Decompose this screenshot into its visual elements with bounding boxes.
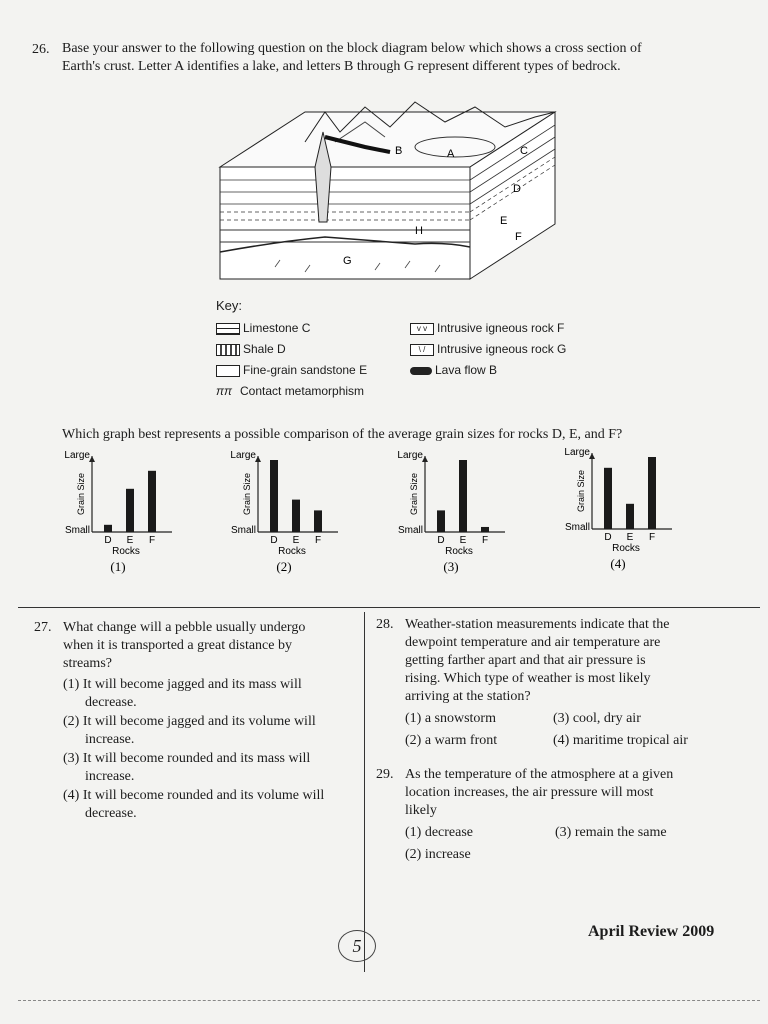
x-tick-f: F — [648, 532, 656, 543]
y-label-small: Small — [397, 525, 423, 536]
bar-f — [314, 510, 322, 532]
bar-d — [104, 525, 112, 532]
key-label-igneous-f: Intrusive igneous rock F — [437, 321, 565, 335]
question-27-choice-4[interactable] — [63, 787, 363, 823]
x-tick-d: D — [270, 535, 278, 546]
graph-3-svg — [395, 448, 525, 578]
graph-option-1[interactable] — [62, 448, 192, 578]
x-axis-title: Rocks — [112, 546, 140, 557]
key-label-igneous-g: Intrusive igneous rock G — [437, 342, 567, 356]
question-28-stem-line3: getting farther apart and that air pressure is — [405, 653, 646, 668]
question-27-stem-line3: streams? — [63, 656, 112, 671]
bar-e — [292, 500, 300, 532]
igneous-g-pattern-icon: \ / — [410, 344, 434, 356]
choice-1-line2: decrease. — [85, 695, 137, 710]
graph-option-2[interactable] — [228, 448, 358, 578]
question-26-intro-line1: Base your answer to the following question on the block diagram below which shows a cross section of — [62, 41, 642, 56]
x-tick-e: E — [626, 532, 634, 543]
question-28-choice-1[interactable]: (1) a snowstorm — [405, 711, 496, 726]
question-28-stem-line4: rising. Which type of weather is most likely — [405, 671, 651, 686]
diagram-letter-a: A — [447, 148, 455, 160]
diagram-letter-d: D — [513, 183, 521, 195]
question-26-number: 26. — [32, 42, 50, 57]
x-axis-title: Rocks — [612, 543, 640, 554]
y-axis-title: Grain Size — [409, 472, 419, 516]
question-29-stem-line2: location increases, the air pressure will most — [405, 785, 654, 800]
question-29-choice-1[interactable]: (1) decrease — [405, 825, 474, 840]
question-29-choice-3[interactable]: (3) remain the same — [555, 825, 667, 840]
diagram-letter-e: E — [500, 215, 508, 227]
x-tick-f: F — [148, 535, 156, 546]
question-28-choice-3[interactable]: (3) cool, dry air — [553, 711, 641, 726]
contact-metamorphism-pattern-icon: ππ — [216, 384, 233, 398]
key-item-limestone — [216, 321, 367, 342]
graph-option-3[interactable] — [395, 448, 525, 578]
block-diagram — [215, 92, 575, 292]
lava-flow-pattern-icon — [410, 367, 432, 375]
choice-2-line2: increase. — [85, 732, 135, 747]
bar-e — [126, 489, 134, 532]
diagram-letter-g: G — [343, 255, 352, 267]
graph-option-label: (4) — [610, 556, 626, 571]
question-26-prompt: Which graph best represents a possible comparison of the average grain sizes for rocks D, E, and F? — [62, 427, 623, 442]
question-27-choice-3[interactable] — [63, 750, 363, 786]
y-label-large: Large — [64, 450, 90, 461]
section-divider — [18, 607, 760, 608]
graph-option-label: (2) — [276, 559, 292, 574]
question-27-choice-2[interactable] — [63, 713, 363, 749]
y-label-small: Small — [64, 525, 90, 536]
x-tick-d: D — [437, 535, 445, 546]
page-number: 5 — [338, 930, 376, 962]
key-item-contact-metamorphism — [216, 384, 367, 405]
key-label-limestone: Limestone C — [243, 321, 311, 335]
choice-1-line1: (1) It will become jagged and its mass will — [63, 677, 302, 692]
diagram-letter-f: F — [515, 231, 522, 243]
y-label-large: Large — [397, 450, 423, 461]
graph-2-svg — [228, 448, 358, 578]
question-28-choice-2[interactable]: (2) a warm front — [405, 733, 498, 748]
diagram-letter-b: B — [395, 145, 403, 157]
y-label-small: Small — [230, 525, 256, 536]
bar-d — [437, 510, 445, 532]
x-tick-d: D — [104, 535, 112, 546]
question-29-stem-line3: likely — [405, 803, 437, 818]
bar-f — [148, 471, 156, 532]
key-label-sandstone: Fine-grain sandstone E — [243, 363, 368, 377]
choice-3-line1: (3) It will become rounded and its mass will — [63, 751, 311, 766]
graph-4-svg — [562, 445, 692, 575]
question-28-number: 28. — [376, 617, 394, 632]
limestone-pattern-icon — [216, 323, 240, 335]
question-29-stem-line1: As the temperature of the atmosphere at a given — [405, 767, 674, 782]
graph-1-svg — [62, 448, 192, 578]
block-diagram-svg — [215, 92, 575, 292]
y-label-large: Large — [564, 447, 590, 458]
question-27-stem — [63, 619, 358, 673]
graph-option-4[interactable] — [562, 445, 692, 575]
question-27-choice-1[interactable] — [63, 676, 363, 712]
graph-option-label: (3) — [443, 559, 459, 574]
key-label-shale: Shale D — [243, 342, 286, 356]
bar-f — [481, 527, 489, 532]
x-axis-title: Rocks — [278, 546, 306, 557]
shale-pattern-icon — [216, 344, 240, 356]
choice-4-line1: (4) It will become rounded and its volume will — [63, 788, 325, 803]
question-26-intro-line2: Earth's crust. Letter A identifies a lake, and letters B through G represent different types of bedrock. — [62, 59, 621, 74]
x-axis-title: Rocks — [445, 546, 473, 557]
y-axis-title: Grain Size — [242, 472, 252, 516]
igneous-f-pattern-icon: v v — [410, 323, 434, 335]
key-item-lava-flow — [410, 363, 566, 384]
diagram-letter-c: C — [520, 145, 528, 157]
choice-2-line1: (2) It will become jagged and its volume will — [63, 714, 316, 729]
question-28-stem — [405, 616, 745, 706]
y-label-large: Large — [230, 450, 256, 461]
x-tick-e: E — [459, 535, 467, 546]
bottom-rule — [18, 1000, 760, 1001]
key-left-column — [216, 321, 367, 405]
bar-e — [459, 460, 467, 532]
key-title: Key: — [216, 298, 243, 313]
sandstone-pattern-icon — [216, 365, 240, 377]
key-item-igneous-g — [410, 342, 566, 363]
question-28-choice-4[interactable]: (4) maritime tropical air — [553, 733, 688, 748]
question-28-stem-line5: arriving at the station? — [405, 689, 531, 704]
key-right-column — [410, 321, 566, 384]
question-29-stem — [405, 766, 745, 820]
question-29-number: 29. — [376, 767, 394, 782]
question-27-choices — [63, 676, 363, 823]
question-26-intro — [62, 40, 742, 76]
bar-f — [648, 457, 656, 529]
question-28-stem-line1: Weather-station measurements indicate that the — [405, 617, 670, 632]
footer-title: April Review 2009 — [588, 923, 715, 940]
question-29-choice-2[interactable]: (2) increase — [405, 847, 471, 862]
column-divider — [364, 612, 365, 972]
key-label-lava-flow: Lava flow B — [435, 363, 498, 377]
key-item-igneous-f — [410, 321, 566, 342]
x-tick-d: D — [604, 532, 612, 543]
question-28-stem-line2: dewpoint temperature and air temperature are — [405, 635, 661, 650]
choice-3-line2: increase. — [85, 769, 135, 784]
question-27-stem-line1: What change will a pebble usually undergo — [63, 620, 306, 635]
key-item-sandstone — [216, 363, 367, 384]
x-tick-e: E — [126, 535, 134, 546]
bar-e — [626, 504, 634, 529]
choice-4-line2: decrease. — [85, 806, 137, 821]
y-label-small: Small — [564, 522, 590, 533]
bar-d — [270, 460, 278, 532]
bar-d — [604, 468, 612, 529]
question-27-number: 27. — [34, 620, 52, 635]
x-tick-f: F — [314, 535, 322, 546]
key-label-contact-metamorphism: Contact metamorphism — [240, 384, 365, 398]
x-tick-e: E — [292, 535, 300, 546]
y-axis-title: Grain Size — [576, 469, 586, 513]
key-item-shale — [216, 342, 367, 363]
graph-option-label: (1) — [110, 559, 126, 574]
diagram-letter-h: H — [415, 225, 423, 237]
x-tick-f: F — [481, 535, 489, 546]
question-27-stem-line2: when it is transported a great distance by — [63, 638, 292, 653]
y-axis-title: Grain Size — [76, 472, 86, 516]
